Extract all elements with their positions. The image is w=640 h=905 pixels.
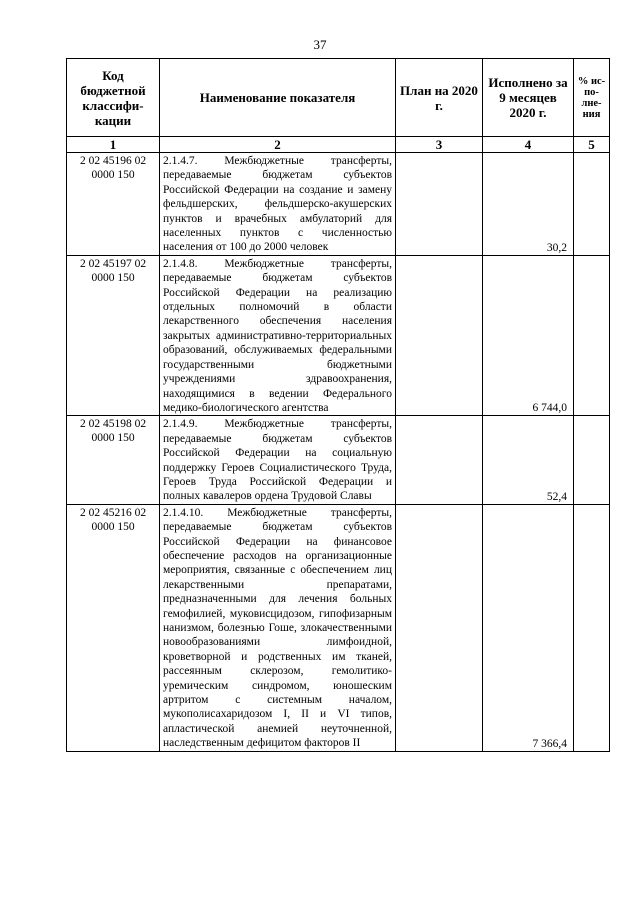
column-number: 4 (483, 137, 574, 153)
column-number: 2 (160, 137, 396, 153)
table-row (67, 153, 610, 256)
executed-value: 7 366,4 (483, 504, 574, 751)
table-row (67, 416, 610, 504)
budget-table (66, 58, 610, 752)
budget-code: 2 02 45198 02 0000 150 (67, 416, 160, 504)
plan-value (396, 416, 483, 504)
plan-value (396, 255, 483, 415)
executed-value: 30,2 (483, 153, 574, 256)
table-row (67, 255, 610, 415)
budget-code: 2 02 45197 02 0000 150 (67, 255, 160, 415)
table-row (67, 504, 610, 751)
column-number-row (67, 137, 610, 153)
percent-value (574, 416, 610, 504)
column-number: 5 (574, 137, 610, 153)
percent-value (574, 255, 610, 415)
executed-value: 6 744,0 (483, 255, 574, 415)
column-number: 1 (67, 137, 160, 153)
header-name: Наименование показателя (160, 59, 396, 137)
header-executed: Исполнено за 9 месяцев 2020 г. (483, 59, 574, 137)
header-percent: % ис- по- лне- ния (574, 59, 610, 137)
executed-value: 52,4 (483, 416, 574, 504)
percent-value (574, 153, 610, 256)
plan-value (396, 504, 483, 751)
column-number: 3 (396, 137, 483, 153)
plan-value (396, 153, 483, 256)
indicator-name: 2.1.4.9. Межбюджетные трансферты, передаваемые бюджетам субъектов Российской Федерации на социальную поддержку Героев Социалистического Труда, Героев Труда Российской Федерации и полных кавалеров ордена Трудовой Славы (160, 416, 396, 504)
indicator-name: 2.1.4.10. Межбюджетные трансферты, передаваемые бюджетам субъектов Российской Федерации на финансовое обеспечение расходов на организационные мероприятия, связанные с обеспечением лиц лекарственными препаратами, предназначенными для лечения больных гемофилией, муковисцидозом, гипофизарным нанизмом, болезнью Гоше, злокачественными новообразованиями лимфоидной, кроветворной и родственных им тканей, рассеянным склерозом, гемолитико-уремическим синдромом, юношеским артритом с системным началом, мукополисахаридозом I, II и VI типов, апластической анемией неуточненной, наследственным дефицитом факторов II (160, 504, 396, 751)
budget-code: 2 02 45196 02 0000 150 (67, 153, 160, 256)
page-number: 37 (313, 37, 327, 52)
header-plan: План на 2020 г. (396, 59, 483, 137)
indicator-name: 2.1.4.8. Межбюджетные трансферты, передаваемые бюджетам субъектов Российской Федерации на реализацию отдельных полномочий в области лекарственного обеспечения населения закрытых административно-территориальных образований, обслуживаемых федеральными государственными бюджетными учреждениями здравоохранения, находящимися в ведении Федерального медико-биологического агентства (160, 255, 396, 415)
percent-value (574, 504, 610, 751)
indicator-name: 2.1.4.7. Межбюджетные трансферты, передаваемые бюджетам субъектов Российской Федерации на создание и замену фельдшерских, фельдшерско-акушерских пунктов и врачебных амбулаторий для населенных пунктов с численностью населения от 100 до 2000 человек (160, 153, 396, 256)
header-code: Код бюджетной классифи- кации (67, 59, 160, 137)
header-row (67, 59, 610, 137)
budget-code: 2 02 45216 02 0000 150 (67, 504, 160, 751)
